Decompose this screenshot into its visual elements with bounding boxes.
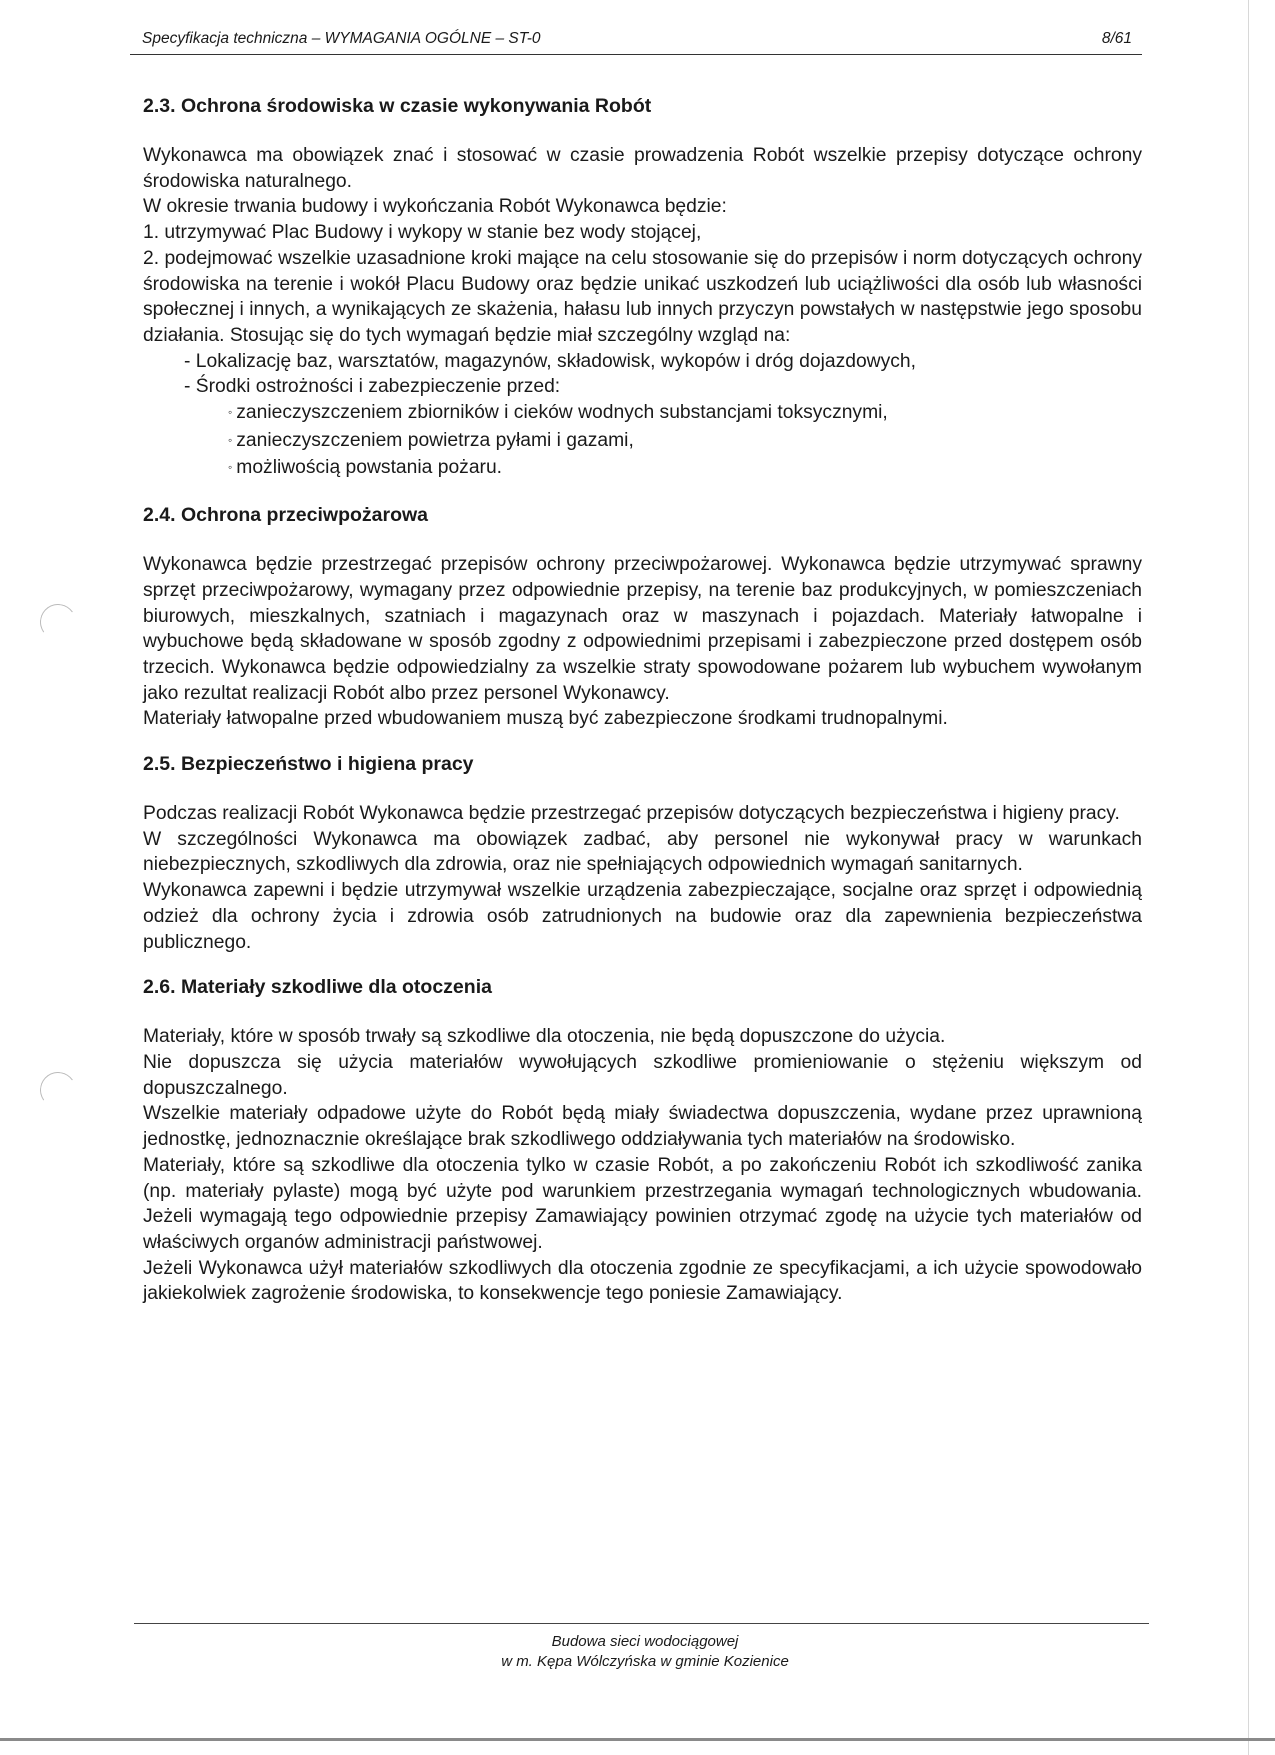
document-body [143, 94, 1142, 1327]
bullet-text: zanieczyszczeniem zbiorników i cieków wodnych substancjami toksycznymi, [236, 402, 888, 424]
footer-line: Budowa sieci wodociągowej [551, 1633, 739, 1650]
section-heading: 2.3. Ochrona środowiska w czasie wykonywania Robót [143, 95, 652, 117]
bullet-icon: ◦ [228, 432, 233, 447]
bullet-icon: ◦ [228, 405, 233, 420]
section-heading: 2.6. Materiały szkodliwe dla otoczenia [143, 976, 492, 999]
paragraph: Wykonawca ma obowiązek znać i stosować w czasie prowadzenia Robót wszelkie przepisy dotyczące ochrony środowiska naturalnego. [143, 145, 1142, 192]
footer-line: w m. Kępa Wólczyńska w gminie Kozienice [501, 1653, 789, 1670]
paragraph: Wszelkie materiały odpadowe użyte do Robót będą miały świadectwa dopuszczenia, wydane przez uprawnioną jednostkę, jednoznacznie określające brak szkodliwego oddziaływania tych materiałów na środowisko. [143, 1103, 1142, 1151]
punch-hole-mark [37, 1069, 79, 1111]
section-heading: 2.5. Bezpieczeństwo i higiena pracy [143, 753, 474, 776]
paragraph: Wykonawca zapewni i będzie utrzymywał wszelkie urządzenia zabezpieczające, socjalne oraz sprzęt i odpowiednią odzież dla ochrony życia i zdrowia osób zatrudnionych na budowie oraz dla zapewnienia bezpieczeństwa publicznego. [143, 880, 1142, 953]
page-header [142, 30, 1132, 48]
bullet-text: możliwością powstania pożaru. [236, 457, 503, 479]
list-item: 2. podejmować wszelkie uzasadnione kroki mające na celu stosowanie się do przepisów i norm dotyczących ochrony środowiska na terenie i wokół Placu Budowy oraz będzie unikać uszkodzeń lub uciążliwości dla osób lub własności społecznej i innych, a wynikających ze skażenia, hałasu lub innych przyczyn powstałych w następstwie jego sposobu działania. Stosując się do tych wymagań będzie miał szczególny wzgląd na: [143, 247, 1142, 346]
scan-edge-right [1248, 0, 1249, 1755]
header-rule [130, 54, 1142, 55]
paragraph: Wykonawca będzie przestrzegać przepisów ochrony przeciwpożarowej. Wykonawca będzie utrzymywać sprawny sprzęt przeciwpożarowy, wymagany przez odpowiednie przepisy, na terenie baz produkcyjnych, w pomieszczeniach biurowych, mieszkalnych, szatniach i magazynach oraz w maszynach i pojazdach. Materiały łatwopalne i wybuchowe będą składowane w sposób zgodny z odpowiednimi przepisami i zabezpieczone przed dostępem osób trzecich. Wykonawca będzie odpowiedzialny za wszelkie straty spowodowane pożarem lub wybuchem wywołanym jako rezultat realizacji Robót albo przez personel Wykonawcy. [143, 554, 1142, 704]
bullet-icon: ◦ [228, 460, 233, 475]
dash-item: - Środki ostrożności i zabezpieczenie przed: [184, 376, 561, 398]
bullet-item [143, 455, 1142, 483]
section-heading: 2.4. Ochrona przeciwpożarowa [143, 504, 428, 527]
footer-rule [134, 1623, 1149, 1624]
paragraph: Materiały łatwopalne przed wbudowaniem muszą być zabezpieczone środkami trudnopalnymi. [143, 708, 948, 730]
paragraph: Materiały, które w sposób trwały są szkodliwe dla otoczenia, nie będą dopuszczone do użycia. [143, 1026, 946, 1048]
dash-item: - Lokalizację baz, warsztatów, magazynów, składowisk, wykopów i dróg dojazdowych, [184, 350, 916, 372]
page-number: 8/61 [1101, 30, 1132, 47]
section-2-4 [143, 503, 1142, 732]
list-item: 1. utrzymywać Plac Budowy i wykopy w stanie bez wody stojącej, [143, 222, 702, 244]
bullet-item [143, 428, 1142, 456]
scan-edge-bottom [0, 1738, 1275, 1741]
punch-hole-mark [37, 601, 79, 643]
section-2-5 [143, 752, 1142, 955]
section-2-3 [143, 94, 1142, 483]
paragraph: Nie dopuszcza się użycia materiałów wywołujących szkodliwe promieniowanie o stężeniu większym od dopuszczalnego. [143, 1051, 1142, 1099]
section-2-6 [143, 975, 1142, 1307]
paragraph: W okresie trwania budowy i wykończania Robót Wykonawca będzie: [143, 196, 727, 218]
paragraph: W szczególności Wykonawca ma obowiązek zadbać, aby personel nie wykonywał pracy w warunkach niebezpiecznych, szkodliwych dla zdrowia, oraz nie spełniających odpowiednich wymagań sanitarnych. [143, 828, 1142, 876]
bullet-item [143, 400, 1142, 428]
paragraph: Podczas realizacji Robót Wykonawca będzie przestrzegać przepisów dotyczących bezpieczeństwa i higieny pracy. [143, 803, 1120, 825]
page-footer [390, 1632, 900, 1672]
paragraph: Jeżeli Wykonawca użył materiałów szkodliwych dla otoczenia zgodnie ze specyfikacjami, a ich użycie spowodowało jakiekolwiek zagrożenie środowiska, to konsekwencje tego poniesie Zamawiający. [143, 1257, 1142, 1305]
header-title: Specyfikacja techniczna – WYMAGANIA OGÓLNE – ST-0 [142, 30, 541, 47]
bullet-text: zanieczyszczeniem powietrza pyłami i gazami, [236, 429, 634, 451]
paragraph: Materiały, które są szkodliwe dla otoczenia tylko w czasie Robót, a po zakończeniu Robót ich szkodliwość zanika (np. materiały pylaste) mogą być użyte pod warunkiem przestrzegania wymagań technologicznych wbudowania. Jeżeli wymagają tego odpowiednie przepisy Zamawiający powinien otrzymać zgodę na użycie tych materiałów od właściwych organów administracji państwowej. [143, 1154, 1142, 1253]
